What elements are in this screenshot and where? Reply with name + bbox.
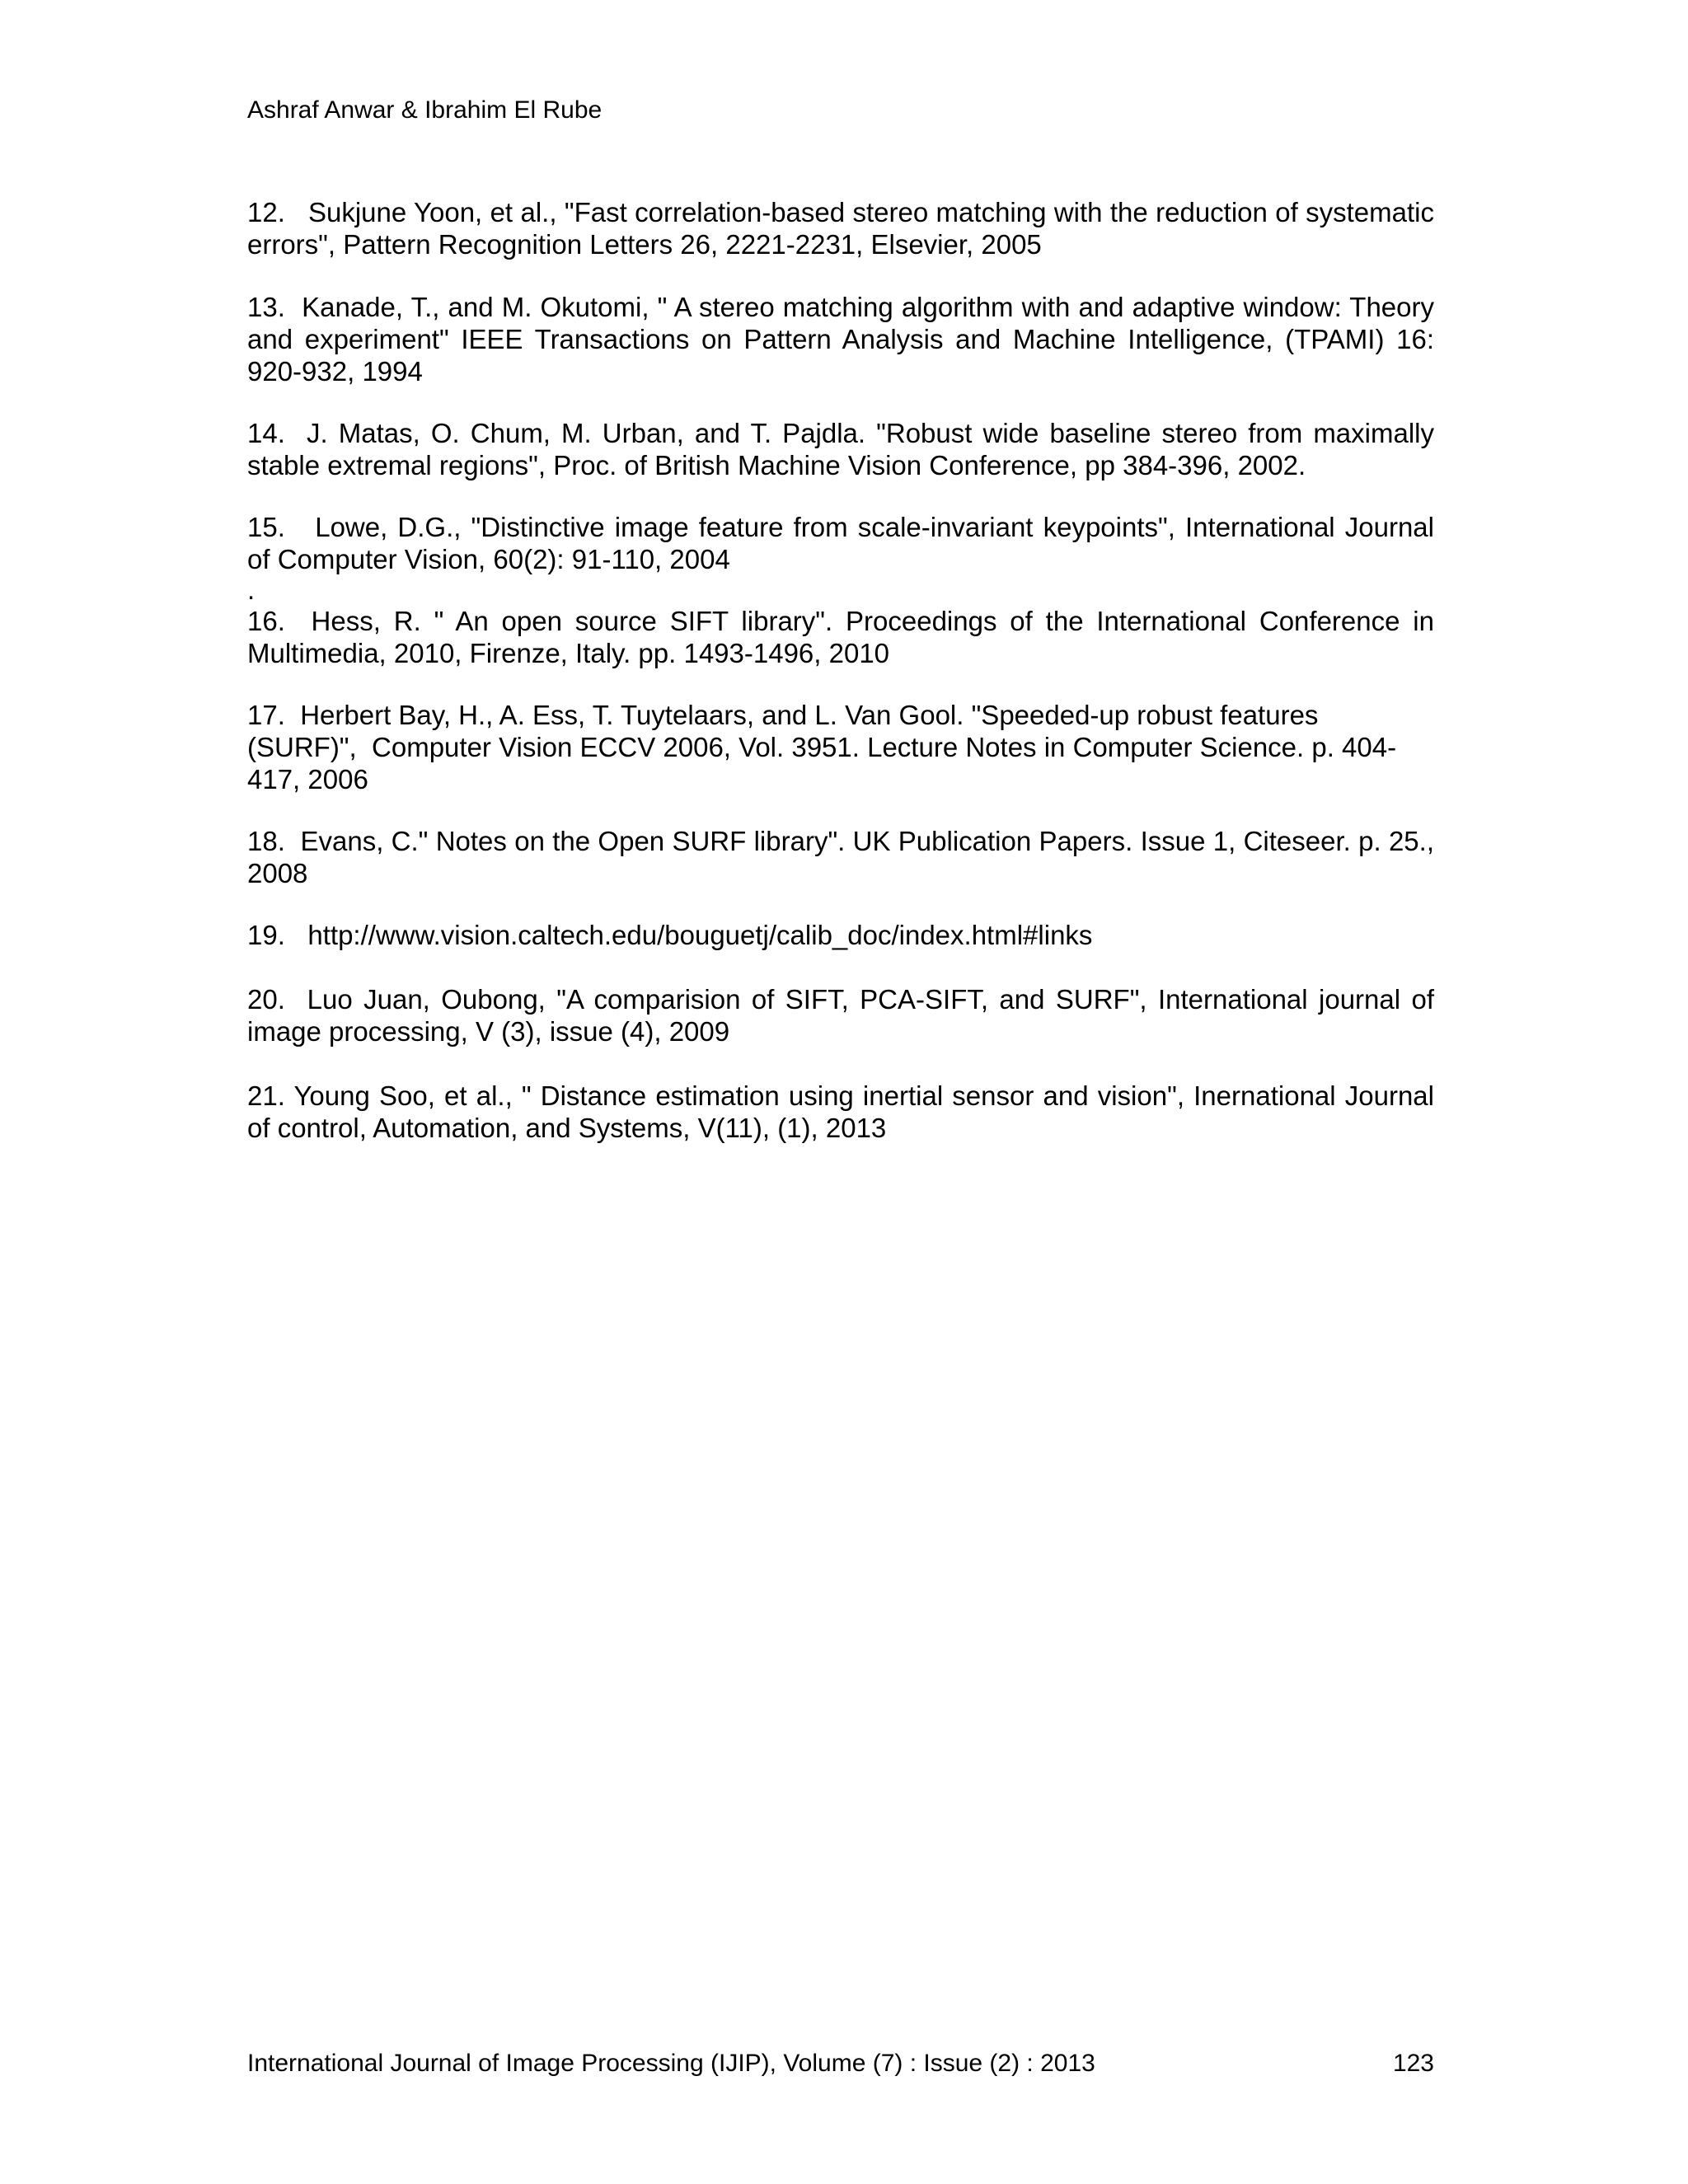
page-footer xyxy=(247,2049,1434,2079)
reference-17: 17. Herbert Bay, H., A. Ess, T. Tuytelaars, and L. Van Gool. "Speeded-up robust features (SURF)", Computer Vision ECCV 2006, Vol. 3951. Lecture Notes in Computer Science. p. 404-417, 2006 xyxy=(247,700,1397,794)
reference-15: 15. Lowe, D.G., "Distinctive image feature from scale-invariant keypoints", International Journal of Computer Vision, 60(2): 91-110, 2004 xyxy=(247,512,1442,574)
page-number: 123 xyxy=(1392,2050,1434,2077)
reference-19-link: 19. http://www.vision.caltech.edu/bouguetj/calib_doc/index.html#links xyxy=(247,920,1093,950)
reference-20: 20. Luo Juan, Oubong, "A comparision of SIFT, PCA-SIFT, and SURF", International journal of image processing, V (3), issue (4), 2009 xyxy=(247,984,1442,1047)
reference-16: 16. Hess, R. " An open source SIFT library". Proceedings of the International Conference in Multimedia, 2010, Firenze, Italy. pp. 1493-1496, 2010 xyxy=(247,606,1442,668)
stray-period: . xyxy=(247,574,256,605)
footer-journal-citation: International Journal of Image Processing (IJIP), Volume (7) : Issue (2) : 2013 xyxy=(247,2050,1095,2077)
reference-13: 13. Kanade, T., and M. Okutomi, " A stereo matching algorithm with and adaptive window: Theory and experiment" IEEE Transactions on Pattern Analysis and Machine Intelligence, (TPAMI) 16: 920-932, 1994 xyxy=(247,292,1442,387)
reference-14: 14. J. Matas, O. Chum, M. Urban, and T. Pajdla. "Robust wide baseline stereo from maximally stable extremal regions", Proc. of British Machine Vision Conference, pp 384-396, 2002. xyxy=(247,418,1442,480)
reference-12: 12. Sukjune Yoon, et al., "Fast correlation-based stereo matching with the reduction of systematic errors", Pattern Recognition Letters 26, 2221-2231, Elsevier, 2005 xyxy=(247,197,1442,260)
reference-18: 18. Evans, C." Notes on the Open SURF library". UK Publication Papers. Issue 1, Citeseer. p. 25., 2008 xyxy=(247,826,1442,888)
reference-list xyxy=(247,196,1442,1144)
reference-21: 21. Young Soo, et al., " Distance estimation using inertial sensor and vision", Inernational Journal of control, Automation, and Systems, V(11), (1), 2013 xyxy=(247,1080,1442,1143)
running-head: Ashraf Anwar & Ibrahim El Rube xyxy=(247,96,603,124)
